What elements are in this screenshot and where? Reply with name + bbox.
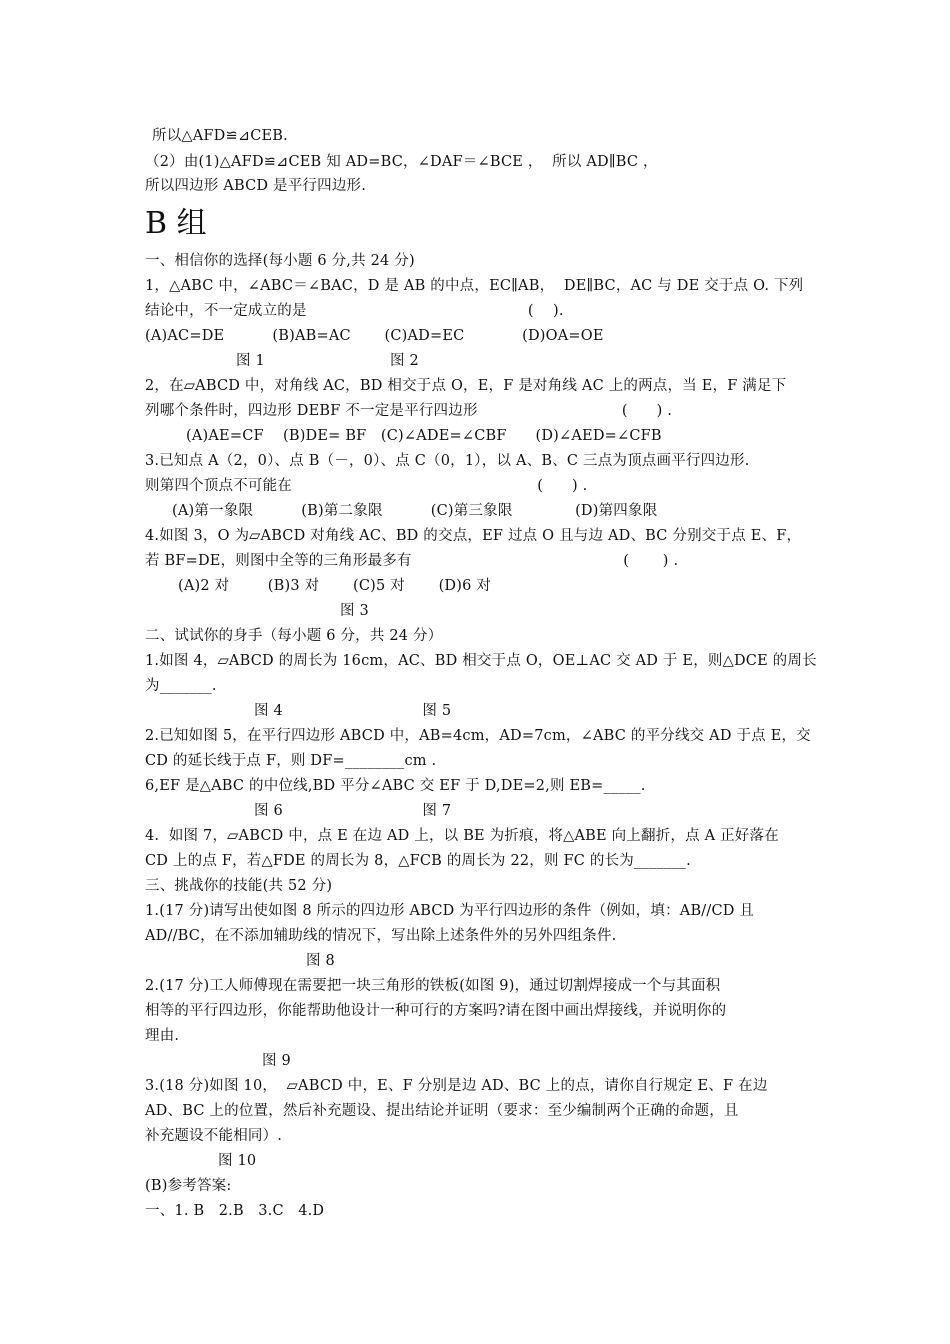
q3-text-line2: 则第四个顶点不可能在 ( ) . [145,478,588,494]
q1-options: (A)AC=DE (B)AB=AC (C)AD=EC (D)OA=OE [145,328,604,344]
q4-options: (A)2 对 (B)3 对 (C)5 对 (D)6 对 [178,578,492,594]
q1-text-line1: 1，△ABC 中，∠ABC＝∠BAC，D 是 AB 的中点，EC∥AB， DE∥BC，AC 与 DE 交于点 O. 下列 [145,278,804,294]
q3-text-line1: 3.已知点 A（2，0）、点 B（－，0）、点 C（0，1），以 A、B、C 三点为顶点画平行四边形. [145,453,750,469]
p2-q2-line1: 2.已知如图 5，在平行四边形 ABCD 中，AB=4cm，AD=7cm，∠ABC 的平分线交 AD 于点 E，交 [145,728,811,744]
q4-text-line1: 4.如图 3，O 为▱ABCD 对角线 AC、BD 的交点，EF 过点 O 且与边 AD、BC 分别交于点 E、F， [145,528,802,544]
p3-q2-line3: 理由. [145,1028,180,1044]
p2-q1-line2: 为_______. [145,678,217,694]
p2-q2-line2 [145,751,436,771]
proof-line-part2: （2）由(1)△AFD≌⊿CEB 知 AD=BC，∠DAF＝∠BCE ， 所以 AD∥BC ， [145,154,658,170]
p3-q3-line1: 3.(18 分)如图 10， ▱ABCD 中，E、F 分别是边 AD、BC 上的点，请你自行规定 E、F 在边 [145,1078,768,1094]
p2-q3-line: 6,EF 是△ABC 的中位线,BD 平分∠ABC 交 EF 于 D,DE=2,则 EB=_____. [145,778,646,794]
figure-caption-9: 图 9 [262,1053,291,1069]
answer-key-title: (B)参考答案: [145,1178,232,1194]
p2-q2-text: CD 的延长线于点 F，则 DF= [145,753,345,769]
p3-q3-line3: 补充题设不能相同）. [145,1128,283,1144]
q2-options: (A)AE=CF (B)DE= BF (C)∠ADE=∠CBF (D)∠AED=∠CFB [186,428,662,444]
p2-q1-line1: 1.如图 4，▱ABCD 的周长为 16cm，AC、BD 相交于点 O，OE⊥AC 交 AD 于 E，则△DCE 的周长 [145,653,817,669]
p3-q1-line2: AD//BC，在不添加辅助线的情况下，写出除上述条件外的另外四组条件. [145,928,617,944]
q2-text-line2: 列哪个条件时，四边形 DEBF 不一定是平行四边形 ( ) . [145,403,673,419]
figure-caption-4-5: 图 4 图 5 [254,703,452,719]
q3-options: (A)第一象限 (B)第二象限 (C)第三象限 (D)第四象限 [172,503,658,519]
section-heading-group-b: B 组 [145,206,207,241]
p3-q1-line1: 1.(17 分)请写出使如图 8 所示的四边形 ABCD 为平行四边形的条件（例如，填：AB//CD 且 [145,903,755,919]
answer-blank: ________ [344,753,405,769]
p3-q2-line2: 相等的平行四边形，你能帮助他设计一种可行的方案吗?请在图中画出焊接线，并说明你的 [145,1003,727,1019]
q4-text-line2: 若 BF=DE，则图中全等的三角形最多有 ( ) . [145,553,679,569]
figure-caption-3: 图 3 [340,603,369,619]
figure-caption-10: 图 10 [218,1153,257,1169]
figure-caption-6-7: 图 6 图 7 [254,803,452,819]
p3-q2-line1: 2.(17 分)工人师傅现在需要把一块三角形的铁板(如图 9)，通过切割焊接成一个与其面积 [145,978,721,994]
part1-title: 一、相信你的选择(每小题 6 分,共 24 分) [145,253,415,269]
unit-cm: cm . [404,753,437,769]
q1-text-line2: 结论中，不一定成立的是 ( ). [145,303,564,319]
p3-q3-line2: AD、BC 上的位置，然后补充题设、提出结论并证明（要求：至少编制两个正确的命题，且 [145,1103,739,1119]
part2-title: 二、试试你的身手（每小题 6 分，共 24 分） [145,628,443,644]
p2-q4-line1: 4. 如图 7，▱ABCD 中，点 E 在边 AD 上，以 BE 为折痕，将△ABE 向上翻折，点 A 正好落在 [145,828,779,844]
answer-key-part1: 一、1. B 2.B 3.C 4.D [145,1203,325,1219]
proof-line-congruence: 所以△AFD≌⊿CEB. [152,128,288,144]
p2-q4-line2: CD 上的点 F，若△FDE 的周长为 8，△FCB 的周长为 22，则 FC 的长为_______. [145,853,691,869]
figure-caption-8: 图 8 [306,953,335,969]
q2-text-line1: 2，在▱ABCD 中，对角线 AC，BD 相交于点 O，E，F 是对角线 AC 上的两点，当 E，F 满足下 [145,378,787,394]
part3-title: 三、挑战你的技能(共 52 分) [145,878,333,894]
figure-caption-1-2: 图 1 图 2 [236,353,419,369]
proof-line-conclusion: 所以四边形 ABCD 是平行四边形. [145,178,367,194]
